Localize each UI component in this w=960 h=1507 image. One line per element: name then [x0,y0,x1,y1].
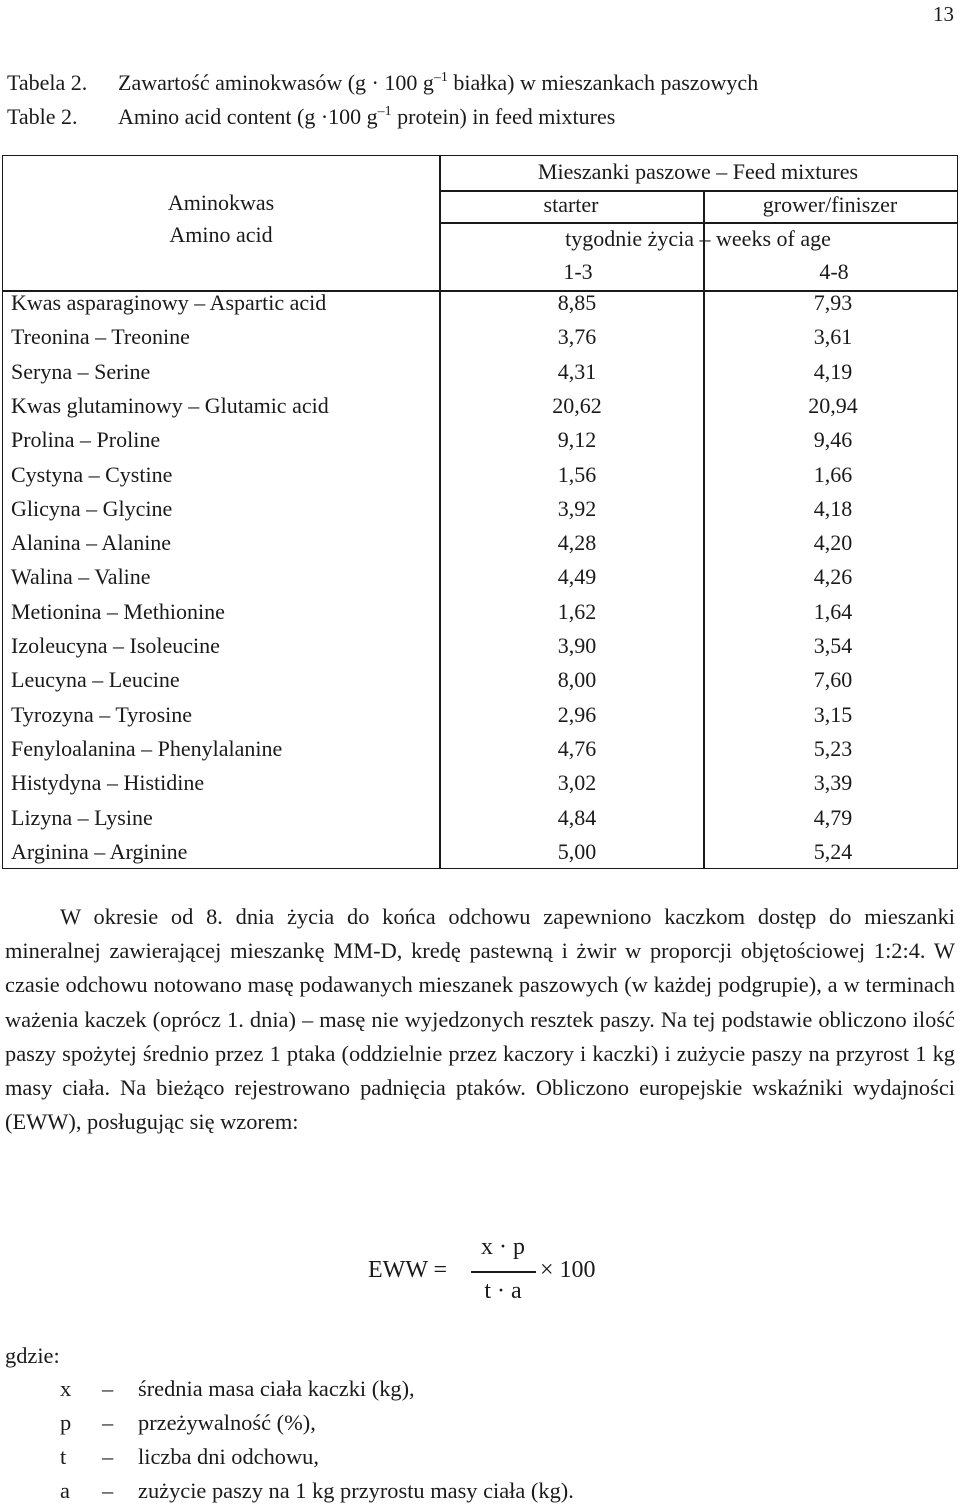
table-cell-starter: 4,84 [557,805,597,830]
table-cell-starter: 4,49 [557,564,597,589]
caption-sup-pl: –1 [433,70,448,85]
formula-lhs: EWW = [368,1257,448,1283]
table-row-label: Prolina – Proline [11,427,161,452]
table-cell-grower: 4,79 [813,805,853,830]
definition-dash: – [102,1478,114,1503]
table-cell-starter: 4,31 [557,359,597,384]
table-divider-vertical-3 [439,290,441,868]
table-cell-grower: 4,26 [813,564,853,589]
table-cell-grower: 5,23 [813,736,853,761]
definition-item [60,1478,574,1504]
table-row-label: Izoleucyna – Isoleucine [11,633,220,658]
formula-numerator: x · p [481,1234,525,1260]
table-row-label: Tyrozyna – Tyrosine [11,702,193,727]
table-row-label: Walina – Valine [11,564,151,589]
table-cell-starter: 4,28 [557,530,597,555]
table-cell-grower: 3,39 [813,770,853,795]
table-row-label: Treonina – Treonine [11,324,190,349]
table-cell-grower: 5,24 [813,839,853,864]
definition-item [60,1410,316,1436]
table-cell-grower: 9,46 [813,427,853,452]
table-row-label: Kwas asparaginowy – Aspartic acid [11,290,327,315]
table-divider-vertical-2 [703,190,705,868]
table-row-label: Fenyloalanina – Phenylalanine [11,736,283,761]
table-row-label: Arginina – Arginine [11,839,188,864]
table-row-label: Alanina – Alanine [11,530,172,555]
table-cell-starter: 1,62 [557,599,597,624]
page-number: 13 [933,2,954,26]
table-cell-grower: 3,61 [813,324,853,349]
table-row-label: Histydyna – Histidine [11,770,205,795]
table-cell-starter: 8,85 [557,290,597,315]
definition-symbol: t [60,1444,67,1469]
caption-label-en: Table 2. [7,104,78,129]
table-cell-starter: 9,12 [557,427,597,452]
body-paragraph-text: W okresie od 8. dnia życia do końca odchowu zapewniono kaczkom dostęp do mieszanki mineralnej zawierającej mieszankę MM-D, kredę pastewną i żwir w proporcji objętościowej 1:2:4. W czasie odchowu notowano masę podawanych mieszanek paszowych (w każdej podgrupie), a w terminach ważenia kaczek (oprócz 1. dnia) – masę nie wyjedzonych resztek paszy. Na tej podstawie obliczono ilość paszy spożytej średnio przez 1 ptaka (oddzielnie przez kaczory i kaczki) i zużycie paszy na przyrost 1 kg masy ciała. Na bieżąco rejestrowano padnięcia ptaków. Obliczono europejskie wskaźniki wydajności (EWW), posługując się wzorem: [5,904,955,1135]
table-cell-grower: 1,66 [813,462,853,487]
where-label: gdzie: [5,1343,60,1368]
caption-text-pl: Zawartość aminokwasów (g · 100 g [118,70,434,95]
definition-text: przeżywalność (%), [138,1410,316,1435]
eww-formula [368,1234,668,1320]
table-row-label: Metionina – Methionine [11,599,225,624]
table-cell-grower: 20,94 [808,393,858,418]
caption-sup-en: –1 [377,104,392,119]
head-feed-mixtures: Mieszanki paszowe – Feed mixtures [537,159,859,184]
head-col1-en: Amino acid [169,222,273,247]
table-cell-starter: 8,00 [557,667,597,692]
table-cell-starter: 5,00 [557,839,597,864]
formula-fraction-bar [471,1271,536,1273]
table-rule-stage [439,222,957,224]
head-weeks-4-8: 4-8 [819,259,849,284]
head-starter: starter [543,192,599,217]
table-cell-starter: 20,62 [552,393,602,418]
caption-label-pl: Tabela 2. [7,70,88,95]
formula-denominator: t · a [484,1278,522,1304]
table-cell-starter: 3,92 [557,496,597,521]
table-cell-grower: 3,15 [813,702,853,727]
table-cell-starter: 3,02 [557,770,597,795]
head-weeks-of-age: tygodnie życia – weeks of age [565,226,831,251]
body-paragraph [5,900,955,1139]
table-cell-grower: 7,93 [813,290,853,315]
caption-text-en: Amino acid content (g ·100 g [118,104,378,129]
definition-dash: – [102,1410,114,1435]
table-cell-starter: 3,90 [557,633,597,658]
head-col1-pl: Aminokwas [167,190,275,215]
table-caption-pl [7,70,758,96]
definition-item [60,1444,319,1470]
table-row-label: Leucyna – Leucine [11,667,180,692]
table-cell-grower: 4,20 [813,530,853,555]
table-cell-starter: 4,76 [557,736,597,761]
definition-symbol: a [60,1478,70,1503]
definition-text: liczba dni odchowu, [138,1444,319,1469]
table-row-label: Seryna – Serine [11,359,151,384]
definition-item [60,1376,415,1402]
definition-text: zużycie paszy na 1 kg przyrostu masy ciała (kg). [138,1478,574,1503]
definition-symbol: p [60,1410,72,1435]
table-cell-grower: 7,60 [813,667,853,692]
table-cell-grower: 4,18 [813,496,853,521]
table-cell-starter: 3,76 [557,324,597,349]
formula-multiplier: × 100 [540,1257,596,1283]
definition-dash: – [102,1444,114,1469]
definition-text: średnia masa ciała kaczki (kg), [138,1376,415,1401]
table-row-label: Lizyna – Lysine [11,805,153,830]
table-cell-grower: 1,64 [813,599,853,624]
definition-dash: – [102,1376,114,1401]
table-cell-grower: 4,19 [813,359,853,384]
table-cell-grower: 3,54 [813,633,853,658]
table-cell-starter: 1,56 [557,462,597,487]
table-cell-starter: 2,96 [557,702,597,727]
table-row-label: Kwas glutaminowy – Glutamic acid [11,393,329,418]
head-weeks-1-3: 1-3 [563,259,593,284]
definition-symbol: x [60,1376,72,1401]
table-row-label: Cystyna – Cystine [11,462,173,487]
head-grower: grower/finiszer [762,192,898,217]
caption-tail-en: protein) in feed mixtures [391,104,616,129]
caption-tail-pl: białka) w mieszankach paszowych [447,70,759,95]
table-caption-en [7,104,615,130]
table-row-label: Glicyna – Glycine [11,496,173,521]
